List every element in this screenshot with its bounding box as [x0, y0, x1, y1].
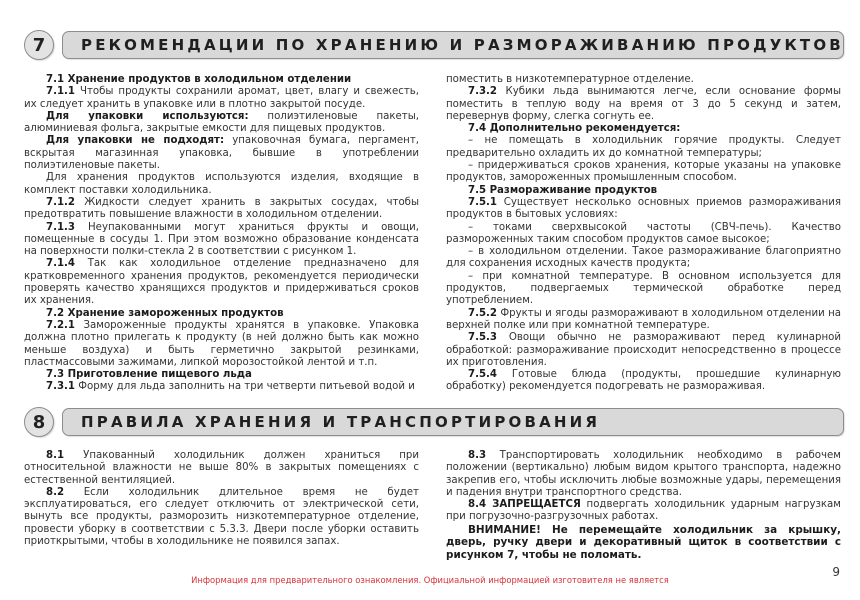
paragraph-text: Готовые блюда (продукты, прошедшие кулинарную обработку) рекомендуется подогревать не размораживая. [446, 369, 841, 393]
section-7-number-badge: 7 [24, 30, 54, 60]
clause-number: 7.5.2 [468, 307, 498, 319]
clause-number: 8.1 [46, 450, 65, 461]
paragraph-7-5-3 [446, 332, 841, 369]
paragraph-7-5-1 [446, 197, 841, 222]
section-8-right-column [446, 450, 841, 562]
paragraph-7-2-1 [24, 320, 419, 369]
list-item: – не помещать в холодильник горячие продукты. Следует предварительно охладить их до комнатной температуры; [446, 135, 841, 159]
paragraph-7-3-1 [24, 381, 419, 393]
subheading-7-3: 7.3 Приготовление пищевого льда [46, 369, 252, 381]
paragraph-8-2 [24, 487, 419, 548]
section-7-left-column [24, 74, 419, 394]
clause-number: 7.1.3 [46, 221, 76, 233]
paragraph-text: Неупакованными могут храниться фрукты и овощи, помещенные в сосуды 1. При этом возможно образование конденсата на поверхности полки-стекла 2 в соответствии с рисунком 1. [24, 221, 419, 258]
subheading-7-1: 7.1 Хранение продуктов в холодильном отделении [46, 74, 352, 85]
paragraph-7-1-2 [24, 197, 419, 222]
clause-number: 7.5.4 [468, 369, 498, 381]
paragraph-text: Существует несколько основных приемов размораживания продуктов в бытовых условиях: [446, 196, 841, 221]
clause-number: 7.2.1 [46, 319, 76, 331]
paragraph-text: Чтобы продукты сохранили аромат, цвет, влагу и свежесть, их следует хранить в упаковке или в плотно закрытой посуде. [24, 86, 419, 110]
paragraph-text: полиэтиленовые пакеты, алюминиевая фольга, закрытые емкости для пищевых продуктов. [24, 110, 419, 135]
paragraph-8-4 [446, 499, 841, 524]
section-7-title-bar [62, 31, 844, 59]
paragraph-text: Жидкости следует хранить в закрытых сосудах, чтобы предотвратить повышение влажности в холодильном отделении. [24, 196, 419, 221]
clause-number: 8.3 [468, 450, 487, 461]
paragraph-7-1-1 [24, 86, 419, 111]
clause-number: 7.1.4 [46, 258, 76, 270]
section-8-left-column [24, 450, 419, 548]
clause-number: 7.3.1 [46, 381, 76, 393]
section-7-title: РЕКОМЕНДАЦИИ ПО ХРАНЕНИЮ И РАЗМОРАЖИВАНИЮ ПРОДУКТОВ [81, 36, 844, 54]
paragraph-8-3 [446, 450, 841, 499]
paragraph-text: Транспортировать холодильник необходимо в рабочем положении (вертикально) любым видом крытого транспорта, надежно закрепив его, чтобы исключить любые возможные удары, перемещения и падения внутри транспортного средства. [446, 450, 841, 498]
section-8-title: ПРАВИЛА ХРАНЕНИЯ И ТРАНСПОРТИРОВАНИЯ [81, 413, 601, 431]
clause-number: 7.1.2 [46, 196, 76, 208]
clause-number: 8.4 ЗАПРЕЩАЕТСЯ [468, 499, 581, 511]
disclaimer-note: Информация для предварительного ознакомления. Официальной информацией изготовителя не является [191, 575, 669, 585]
section-8-title-bar [62, 408, 844, 436]
paragraph-text: упаковочная бумага, пергамент, вскрытая магазинная упаковка, бывшие в употреблении полиэтиленовые пакеты. [24, 135, 420, 172]
paragraph-7-5-2 [446, 308, 841, 333]
paragraph-text: Кубики льда вынимаются легче, если основание формы поместить в теплую воду на время от 3 до 5 секунд и затем, перевернув форму, слегка согнуть ее. [446, 86, 841, 122]
paragraph-7-1-4 [24, 258, 419, 307]
paragraph-text: Замороженные продукты хранятся в упаковке. Упаковка должна плотно прилегать к продукту (в ней должно быть как можно меньше воздуха) и быть герметично закрытой резинками, пластмассовыми зажимами, липкой морозостойкой лентой и т.п. [24, 319, 419, 368]
paragraph-text: подвергать холодильник ударным нагрузкам при погрузочно-разгрузочных работах. [446, 499, 841, 523]
section-8-number-badge: 8 [24, 407, 54, 437]
paragraph-packaging-used [24, 111, 419, 136]
clause-number: 7.5.1 [468, 196, 498, 208]
label-packaging-used: Для упаковки используются: [46, 110, 249, 122]
section-7-header [24, 30, 844, 62]
paragraph-text: Фрукты и ягоды размораживают в холодильном отделении на верхней полке или при комнатной температуре. [446, 307, 841, 331]
section-7-right-column [446, 74, 841, 394]
clause-number: 8.2 [46, 486, 65, 498]
paragraph-text: Овощи обычно не размораживают перед кулинарной обработкой: размораживание происходит непосредственно в процессе их приготовления. [446, 332, 841, 368]
subheading-7-4: 7.4 Дополнительно рекомендуется: [468, 123, 681, 135]
clause-number: 7.1.1 [46, 86, 76, 98]
paragraph-text: Если холодильник длительное время не будет эксплуатироваться, его следует отключить от электрической сети, вынуть все продукты, разморозить низкотемпературное отделение, провести уборку в соответствии с 5.3.3. Двери после уборки оставить приоткрытыми, чтобы в холодильнике не появился запах. [24, 486, 419, 548]
warning-notice: ВНИМАНИЕ! Не перемещайте холодильник за крышку, дверь, ручку двери и декоративный щиток в соответствии с рисунком 7, чтобы не поломать. [446, 523, 841, 561]
paragraph-text: Так как холодильное отделение предназначено для кратковременного хранения продуктов, рекомендуется периодически проверять качество хранящихся продуктов и придерживаться сроков их хранения. [24, 258, 419, 307]
clause-number: 7.3.2 [468, 86, 498, 98]
paragraph-7-5-4 [446, 369, 841, 394]
paragraph-text: Форму для льда заполнить на три четверти питьевой водой и [75, 381, 415, 393]
paragraph-7-3-2 [446, 86, 841, 123]
paragraph-text: Упакованный холодильник должен храниться при относительной влажности не выше 80% в закрытых помещениях с естественной вентиляцией. [24, 450, 419, 486]
paragraph-8-1 [24, 450, 419, 487]
list-item: – токами сверхвысокой частоты (СВЧ-печь). Качество размороженных таким способом продуктов самое высокое; [446, 221, 841, 245]
label-packaging-not-suitable: Для упаковки не подходят: [46, 135, 225, 147]
paragraph-7-3-1-continued: поместить в низкотемпературное отделение. [446, 74, 694, 85]
section-8-header [24, 407, 844, 439]
list-item: – придерживаться сроков хранения, которые указаны на упаковке продуктов, замороженных промышленным способом. [446, 160, 841, 184]
paragraph-kit: Для хранения продуктов используются изделия, входящие в комплект поставки холодильника. [24, 172, 419, 196]
page-number: 9 [832, 565, 840, 579]
paragraph-packaging-not-suitable [24, 135, 419, 172]
list-item: – в холодильном отделении. Такое размораживание благоприятно для сохранения исходных качеств продукта; [446, 246, 841, 270]
clause-number: 7.5.3 [468, 332, 498, 344]
list-item: – при комнатной температуре. В основном используется для продуктов, подвергаемых термической обработке перед употреблением. [446, 270, 841, 307]
subheading-7-5: 7.5 Размораживание продуктов [468, 184, 658, 196]
subheading-7-2: 7.2 Хранение замороженных продуктов [46, 307, 284, 319]
paragraph-7-1-3 [24, 222, 419, 259]
